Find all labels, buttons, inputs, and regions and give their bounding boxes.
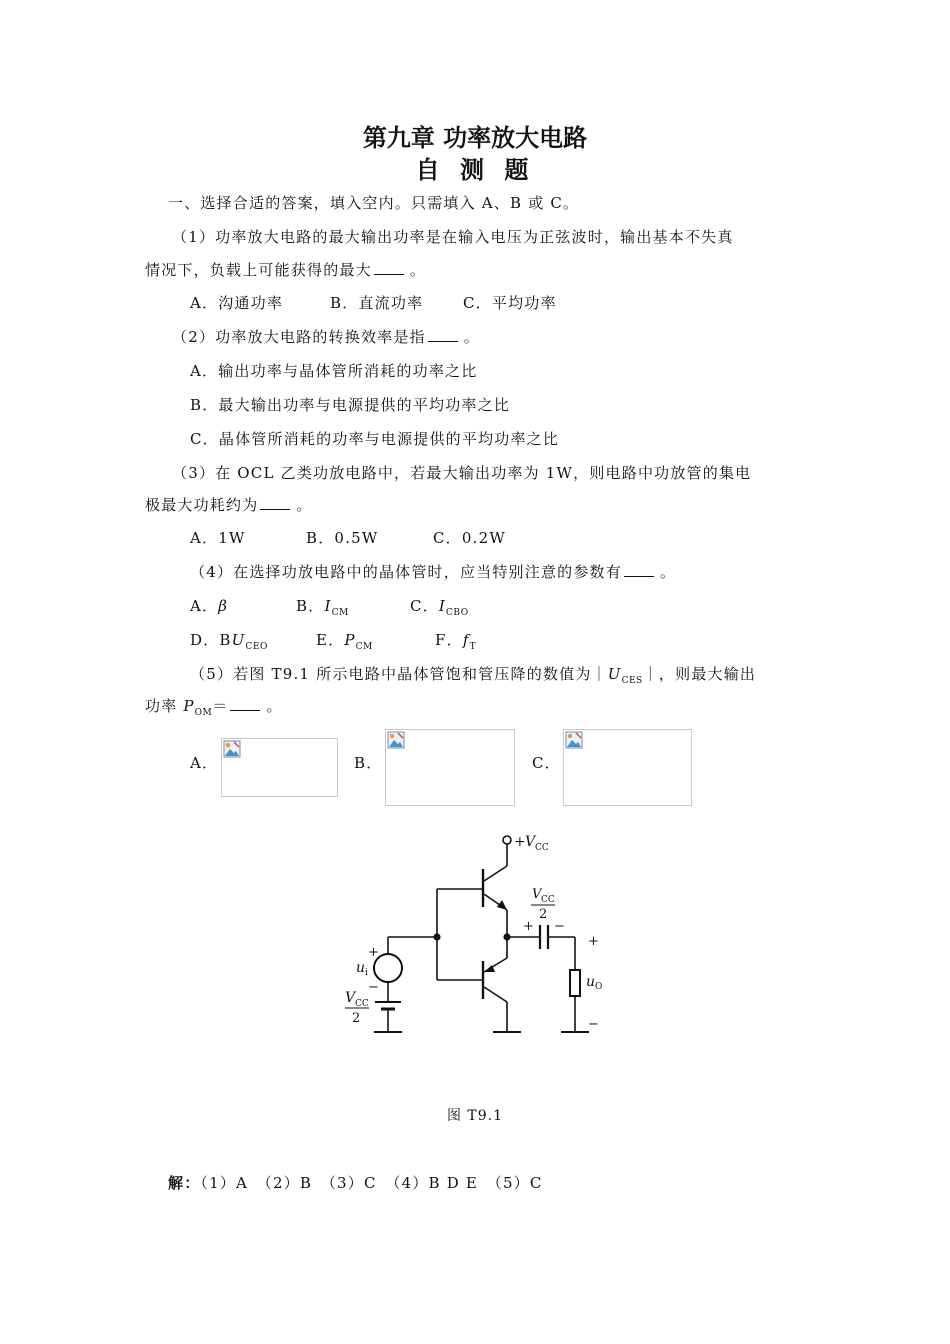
q4-option-f[interactable] [435, 629, 476, 652]
q1-collector [484, 866, 507, 881]
q4-c-label: C． [410, 597, 439, 615]
q4-option-a[interactable] [190, 595, 228, 616]
q4-d-label: D．B [190, 631, 232, 649]
q3-end: 。 [296, 496, 313, 514]
q2-option-a[interactable]: A．输出功率与晶体管所消耗的功率之比 [190, 362, 478, 380]
q5-option-a[interactable]: A． [190, 754, 219, 772]
q2-option-c[interactable]: C．晶体管所消耗的功率与电源提供的平均功率之比 [190, 430, 560, 448]
q4-f-label: F． [435, 631, 463, 649]
q5-line2-pre: 功率 [145, 697, 184, 715]
q3-line2 [145, 494, 313, 515]
answer-line [168, 1172, 543, 1193]
bias-sub: CC [355, 999, 369, 1009]
cap-num-sym: V [532, 887, 542, 902]
circuit-diagram [330, 825, 630, 1040]
q4-b-sym: I [324, 597, 332, 615]
q4-option-e[interactable] [316, 629, 373, 652]
q1-end: 。 [409, 261, 427, 279]
broken-image-icon [565, 731, 583, 749]
vcc-sym: V [525, 834, 536, 850]
q1-blank[interactable] [374, 260, 404, 275]
section-title: 自 测 题 [415, 156, 535, 184]
q4-b-label: B． [296, 597, 325, 615]
bias-sym: V [345, 990, 356, 1006]
q4-c-sym: I [438, 597, 447, 615]
broken-image-icon [387, 731, 405, 749]
q3-option-a[interactable]: A．1W [190, 529, 246, 547]
q4-text: （4）在选择功放电路中的晶体管时，应当特别注意的参数有 [190, 563, 622, 581]
q3-option-b[interactable]: B．0.5W [306, 529, 379, 547]
q2-blank[interactable] [428, 327, 458, 342]
q4-d-sym: U [231, 631, 246, 649]
q4-blank[interactable] [624, 562, 654, 577]
cap-minus: − [554, 919, 565, 934]
q4-b-sub: CM [331, 608, 349, 618]
q5-option-b-formula-image [385, 729, 515, 806]
q3-line1: （3）在 OCL 乙类功放电路中，若最大输出功率为 1W，则电路中功放管的集电 [172, 464, 752, 482]
cap-plus: + [523, 919, 534, 934]
q5-pom-sym: P [183, 697, 195, 715]
vcc-sub: CC [535, 843, 549, 853]
q5-uces-sym: U [607, 665, 622, 683]
answer-label: 解： [168, 1174, 201, 1192]
q5-line2 [145, 695, 283, 718]
q1-text: 情况下，负载上可能获得的最大 [145, 261, 372, 279]
q4-option-d[interactable] [190, 629, 268, 652]
ui-sym: u [356, 960, 366, 976]
broken-image-icon [223, 740, 241, 758]
q5-equals: ＝ [212, 697, 229, 715]
q2-collector [484, 987, 507, 1002]
answer-text: （1）A （2）B （3）C （4）B D E （5）C [200, 1174, 543, 1192]
q1-option-b[interactable]: B．直流功率 [330, 294, 424, 312]
q1-option-a[interactable]: A．沟通功率 [190, 294, 284, 312]
chapter-title: 第九章 功率放大电路 [362, 124, 588, 152]
q2-option-b[interactable]: B．最大输出功率与电源提供的平均功率之比 [190, 396, 511, 414]
q4-a-sym: β [218, 597, 229, 615]
q3-blank[interactable] [260, 495, 290, 510]
q4-line1 [190, 561, 676, 582]
q5-option-a-formula-image [221, 738, 338, 797]
q5-uces-sub: CES [621, 676, 643, 686]
uo-sym: u [586, 974, 596, 990]
q4-a-label: A． [190, 597, 219, 615]
ui-plus: + [368, 945, 379, 960]
q5-line1 [190, 663, 756, 686]
q1-line1: （1）功率放大电路的最大输出功率是在输入电压为正弦波时，输出基本不失真 [172, 228, 734, 246]
q4-d-sub: CEO [245, 642, 268, 652]
q4-e-sub: CM [355, 642, 373, 652]
q5-end: 。 [266, 697, 283, 715]
q5-pom-sub: OM [194, 708, 213, 718]
q1-emitter-arrow [497, 900, 507, 910]
q4-e-sym: P [344, 631, 356, 649]
q3-text: 极最大功耗约为 [145, 496, 259, 514]
q4-option-b[interactable] [296, 595, 349, 618]
q5-option-c-formula-image [563, 729, 692, 806]
q2-line1 [172, 326, 480, 347]
q1-option-c[interactable]: C．平均功率 [463, 294, 557, 312]
q4-option-c[interactable] [410, 595, 469, 618]
q5-text-pre: （5）若图 T9.1 所示电路中晶体管饱和管压降的数值为｜ [190, 665, 608, 683]
q5-text-post: ｜，则最大输出 [642, 665, 757, 683]
bias-den: 2 [352, 1011, 361, 1026]
q4-e-label: E． [316, 631, 345, 649]
ui-sub: i [365, 968, 368, 978]
ui-minus: − [368, 980, 379, 995]
q4-f-sub: T [469, 642, 477, 652]
vcc-plus: + [514, 834, 526, 850]
cap-den: 2 [539, 907, 548, 922]
vcc-terminal [503, 836, 511, 844]
q4-c-sub: CBO [446, 608, 469, 618]
uo-sub: O [595, 982, 603, 992]
q2-text: （2）功率放大电路的转换效率是指 [172, 328, 426, 346]
q5-option-b[interactable]: B． [354, 754, 383, 772]
q2-end: 。 [463, 328, 480, 346]
q4-f-sym: f [462, 631, 470, 649]
q1-line2 [145, 259, 426, 280]
instruction: 一、选择合适的答案，填入空内。只需填入 A、B 或 C。 [168, 194, 580, 212]
q5-blank[interactable] [230, 696, 260, 711]
figure-caption: 图 T9.1 [446, 1108, 504, 1124]
uo-minus: − [588, 1017, 599, 1032]
q4-end: 。 [659, 563, 677, 581]
q3-option-c[interactable]: C．0.2W [433, 529, 506, 547]
q5-option-c[interactable]: C． [532, 754, 561, 772]
load-resistor [570, 970, 580, 996]
uo-plus: + [588, 934, 599, 949]
cap-num-sub: CC [541, 895, 555, 905]
